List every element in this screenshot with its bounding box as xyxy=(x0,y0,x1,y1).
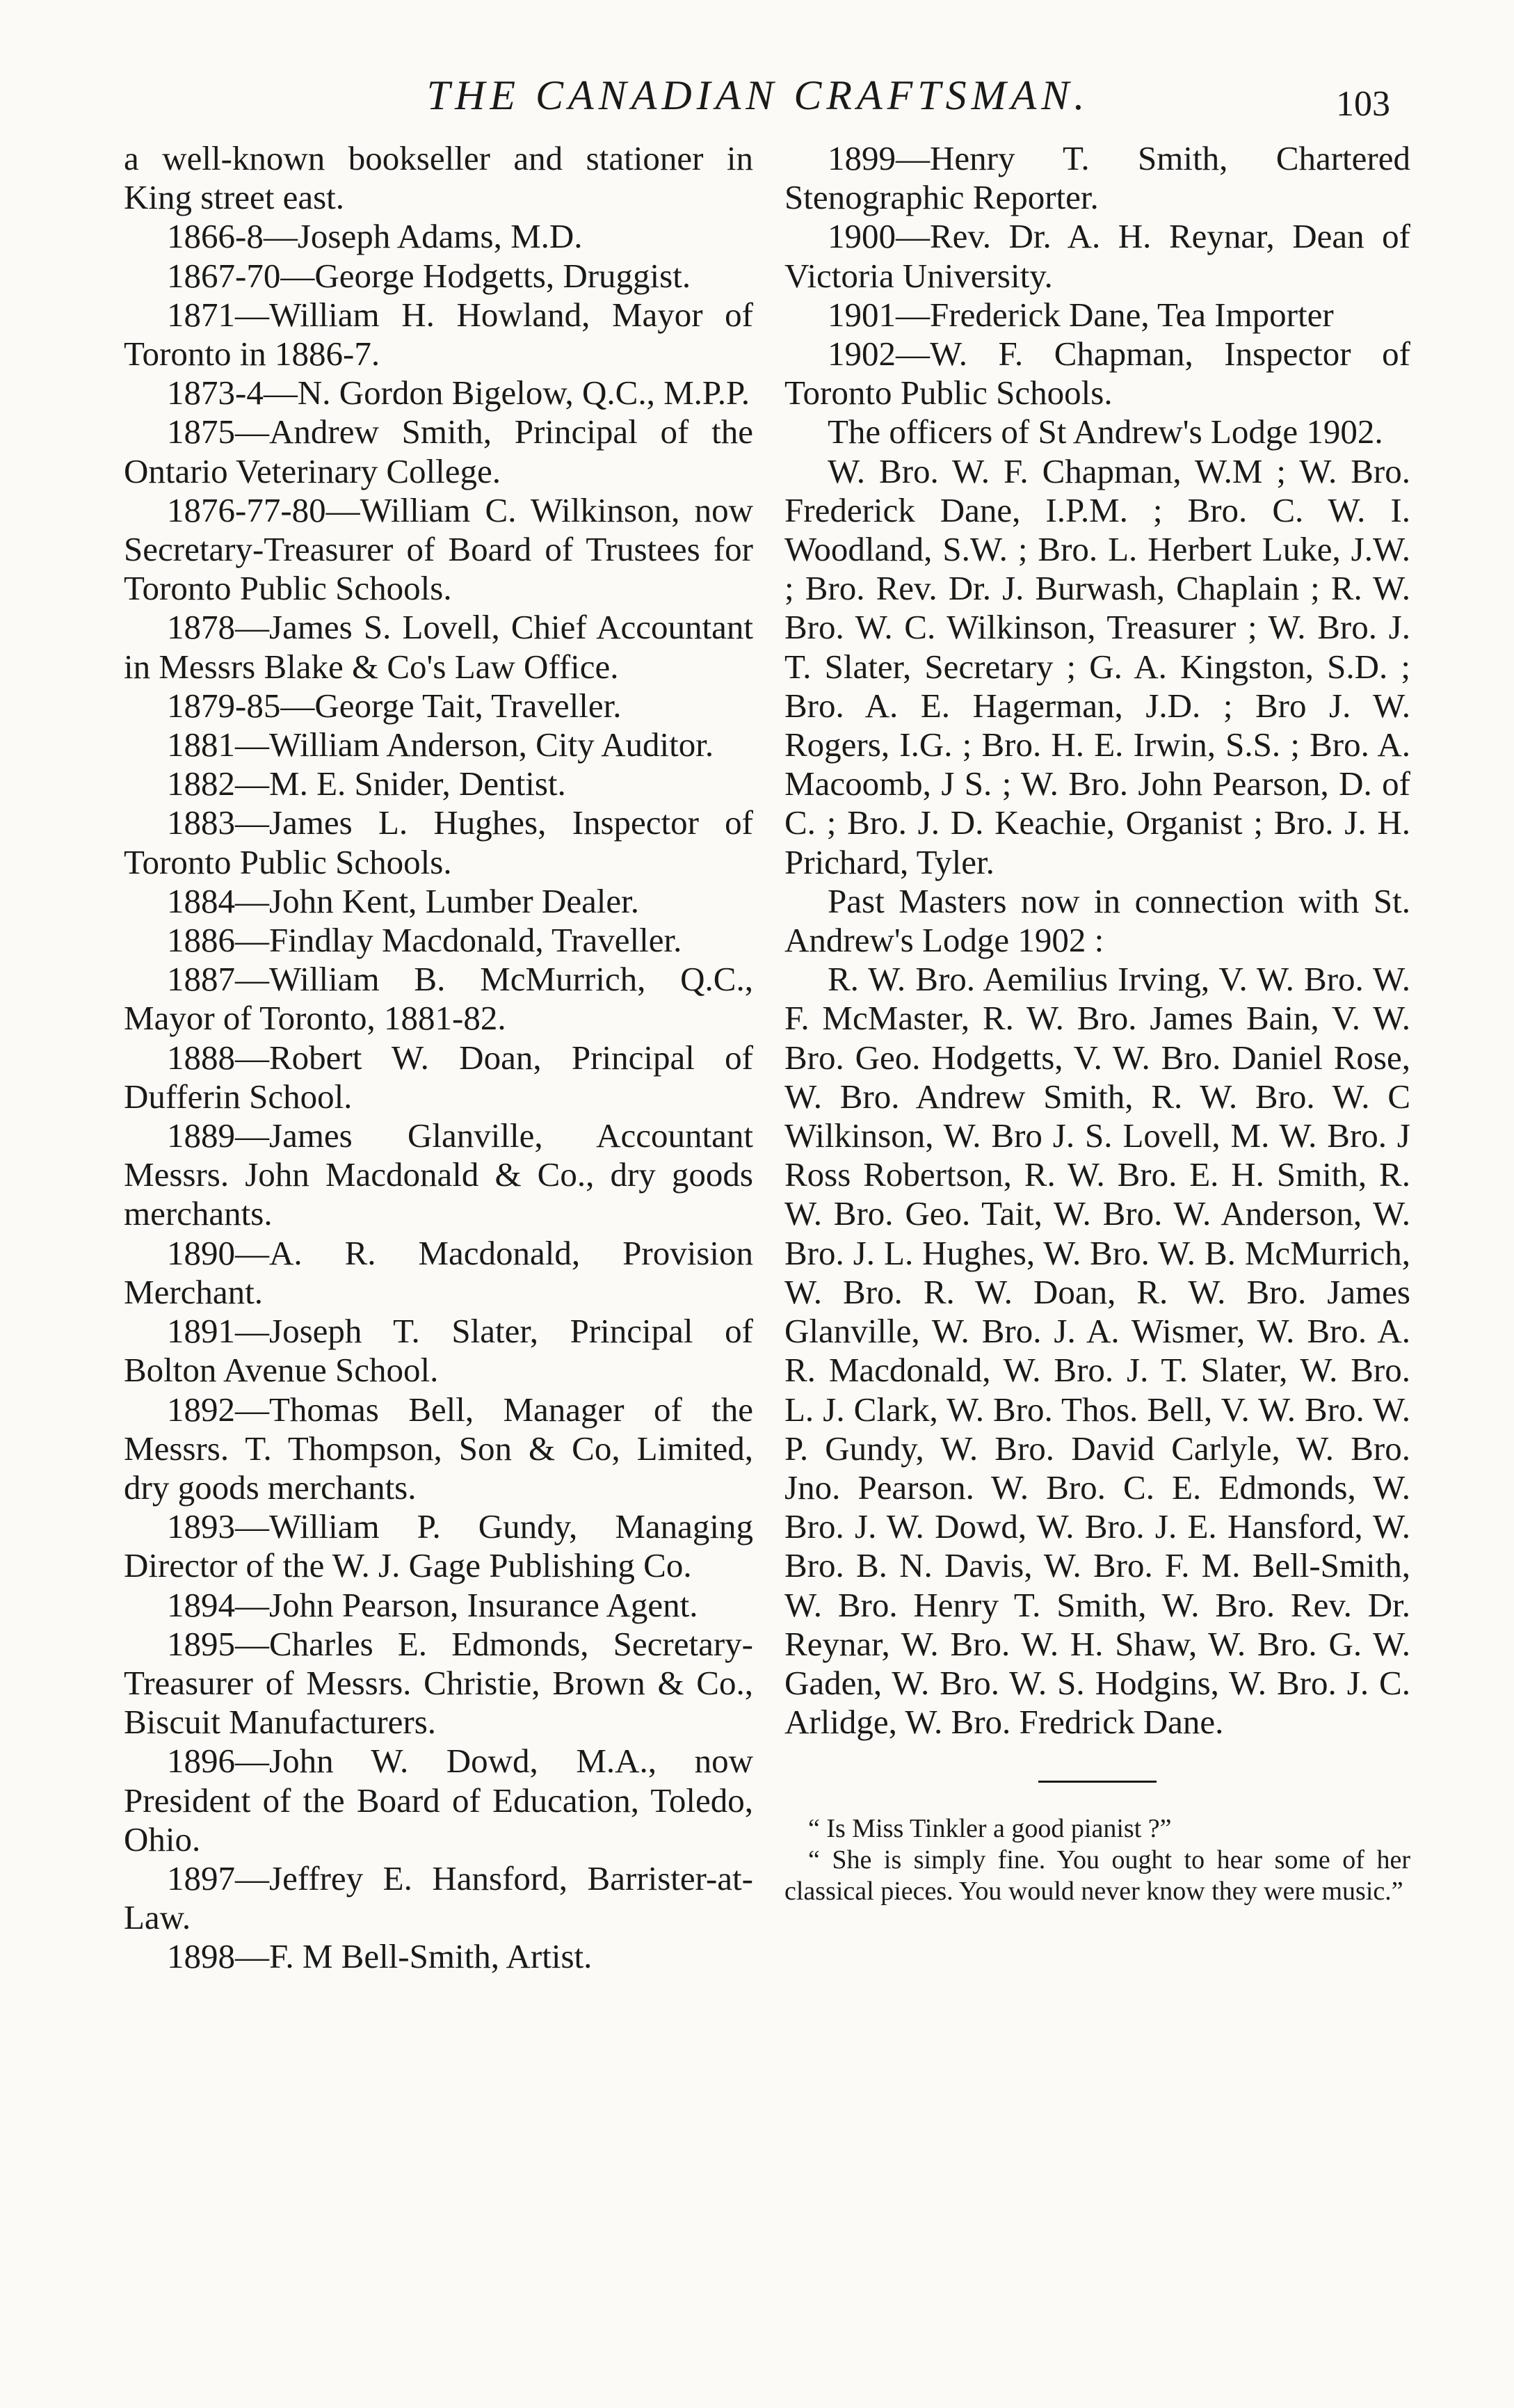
list-item: 1897—Jeffrey E. Hansford, Barrister-at-Law. xyxy=(124,1859,753,1937)
list-item: 1899—Henry T. Smith, Chartered Stenographic Reporter. xyxy=(784,139,1410,217)
list-item: 1888—Robert W. Doan, Principal of Dufferin School. xyxy=(124,1038,753,1116)
list-item: 1883—James L. Hughes, Inspector of Toronto Public Schools. xyxy=(124,803,753,881)
list-item: 1875—Andrew Smith, Principal of the Ontario Veterinary College. xyxy=(124,412,753,490)
list-item: 1889—James Glanville, Accountant Messrs. John Macdonald & Co., dry goods merchants. xyxy=(124,1116,753,1233)
list-item: 1879-85—George Tait, Traveller. xyxy=(167,686,622,725)
officers-heading: The officers of St Andrew's Lodge 1902. xyxy=(828,412,1383,451)
page-header-title: THE CANADIAN CRAFTSMAN. xyxy=(426,72,1090,118)
past-masters-heading: Past Masters now in connection with St. Andrew's Lodge 1902 : xyxy=(784,881,1410,960)
running-head xyxy=(0,64,1514,127)
section-divider xyxy=(1038,1781,1157,1783)
list-item: 1894—John Pearson, Insurance Agent. xyxy=(167,1585,698,1624)
list-item: 1866-8—Joseph Adams, M.D. xyxy=(167,217,583,256)
page-number: 103 xyxy=(1336,84,1390,124)
continued-paragraph: a well-known bookseller and stationer in King street east. xyxy=(124,139,753,217)
joke-block xyxy=(784,1813,1410,1907)
officers-list: W. Bro. W. F. Chapman, W.M ; W. Bro. Frederick Dane, I.P.M. ; Bro. C. W. I. Woodland, S.W. ; Bro. L. Herbert Luke, J.W. ; Bro. Rev. Dr. J. Burwash, Chaplain ; R. W. Bro. W. C. Wilkinson, Treasurer ; W. Bro. J. T. Slater, Secretary ; G. A. Kingston, S.D. ; Bro. A. E. Hagerman, J.D. ; Bro J. W. Rogers, I.G. ; Bro. H. E. Irwin, S.S. ; Bro. A. Macoomb, J S. ; W. Bro. John Pearson, D. of C. ; Bro. J. D. Keachie, Organist ; Bro. J. H. Prichard, Tyler. xyxy=(784,451,1410,881)
joke-answer: “ She is simply fine. You ought to hear some of her classical pieces. You would never know they were music.” xyxy=(784,1845,1410,1907)
list-item: 1881—William Anderson, City Auditor. xyxy=(167,725,714,764)
left-column xyxy=(124,139,753,1977)
list-item: 1867-70—George Hodgetts, Druggist. xyxy=(167,256,691,295)
past-masters-list: R. W. Bro. Aemilius Irving, V. W. Bro. W. F. McMaster, R. W. Bro. James Bain, V. W. Bro. Geo. Hodgetts, V. W. Bro. Daniel Rose, W. Bro. Andrew Smith, R. W. Bro. W. C Wilkinson, W. Bro J. S. Lovell, M. W. Bro. J Ross Robertson, R. W. Bro. E. H. Smith, R. W. Bro. Geo. Tait, W. Bro. W. Anderson, W. Bro. J. L. Hughes, W. Bro. W. B. McMurrich, W. Bro. R. W. Doan, R. W. Bro. James Glanville, W. Bro. J. A. Wismer, W. Bro. A. R. Macdonald, W. Bro. J. T. Slater, W. Bro. L. J. Clark, W. Bro. Thos. Bell, V. W. Bro. W. P. Gundy, W. Bro. David Carlyle, W. Bro. Jno. Pearson. W. Bro. C. E. Edmonds, W. Bro. J. W. Dowd, W. Bro. J. E. Hansford, W. Bro. B. N. Davis, W. Bro. F. M. Bell-Smith, W. Bro. Henry T. Smith, W. Bro. Rev. Dr. Reynar, W. Bro. W. H. Shaw, W. Bro. G. W. Gaden, W. Bro. W. S. Hodgins, W. Bro. J. C. Arlidge, W. Bro. Fredrick Dane. xyxy=(784,960,1410,1742)
list-item: 1893—William P. Gundy, Managing Director of the W. J. Gage Publishing Co. xyxy=(124,1507,753,1585)
list-item: 1900—Rev. Dr. A. H. Reynar, Dean of Victoria University. xyxy=(784,217,1410,295)
list-item: 1886—Findlay Macdonald, Traveller. xyxy=(167,921,682,960)
list-item: 1901—Frederick Dane, Tea Importer xyxy=(828,295,1334,334)
list-item: 1882—M. E. Snider, Dentist. xyxy=(167,764,566,803)
list-item: 1884—John Kent, Lumber Dealer. xyxy=(167,881,640,920)
list-item: 1902—W. F. Chapman, Inspector of Toronto Public Schools. xyxy=(784,335,1410,412)
list-item: 1895—Charles E. Edmonds, Secretary-Treasurer of Messrs. Christie, Brown & Co., Biscuit Manufacturers. xyxy=(124,1624,753,1742)
list-item: 1898—F. M Bell-Smith, Artist. xyxy=(167,1937,593,1976)
list-item: 1871—William H. Howland, Mayor of Toronto in 1886-7. xyxy=(124,295,753,374)
list-item: 1890—A. R. Macdonald, Provision Merchant. xyxy=(124,1233,753,1311)
list-item: 1873-4—N. Gordon Bigelow, Q.C., M.P.P. xyxy=(167,374,750,412)
joke-question: “ Is Miss Tinkler a good pianist ?” xyxy=(808,1814,1172,1844)
list-item: 1876-77-80—William C. Wilkinson, now Secretary-Treasurer of Board of Trustees for Toronto Public Schools. xyxy=(124,490,753,608)
list-item: 1891—Joseph T. Slater, Principal of Bolton Avenue School. xyxy=(124,1312,753,1390)
list-item: 1896—John W. Dowd, M.A., now President of the Board of Education, Toledo, Ohio. xyxy=(124,1742,753,1859)
list-item: 1887—William B. McMurrich, Q.C., Mayor of Toronto, 1881-82. xyxy=(124,960,753,1038)
right-column xyxy=(784,139,1410,1907)
list-item: 1892—Thomas Bell, Manager of the Messrs. T. Thompson, Son & Co, Limited, dry goods merchants. xyxy=(124,1390,753,1507)
list-item: 1878—James S. Lovell, Chief Accountant in Messrs Blake & Co's Law Office. xyxy=(124,608,753,686)
